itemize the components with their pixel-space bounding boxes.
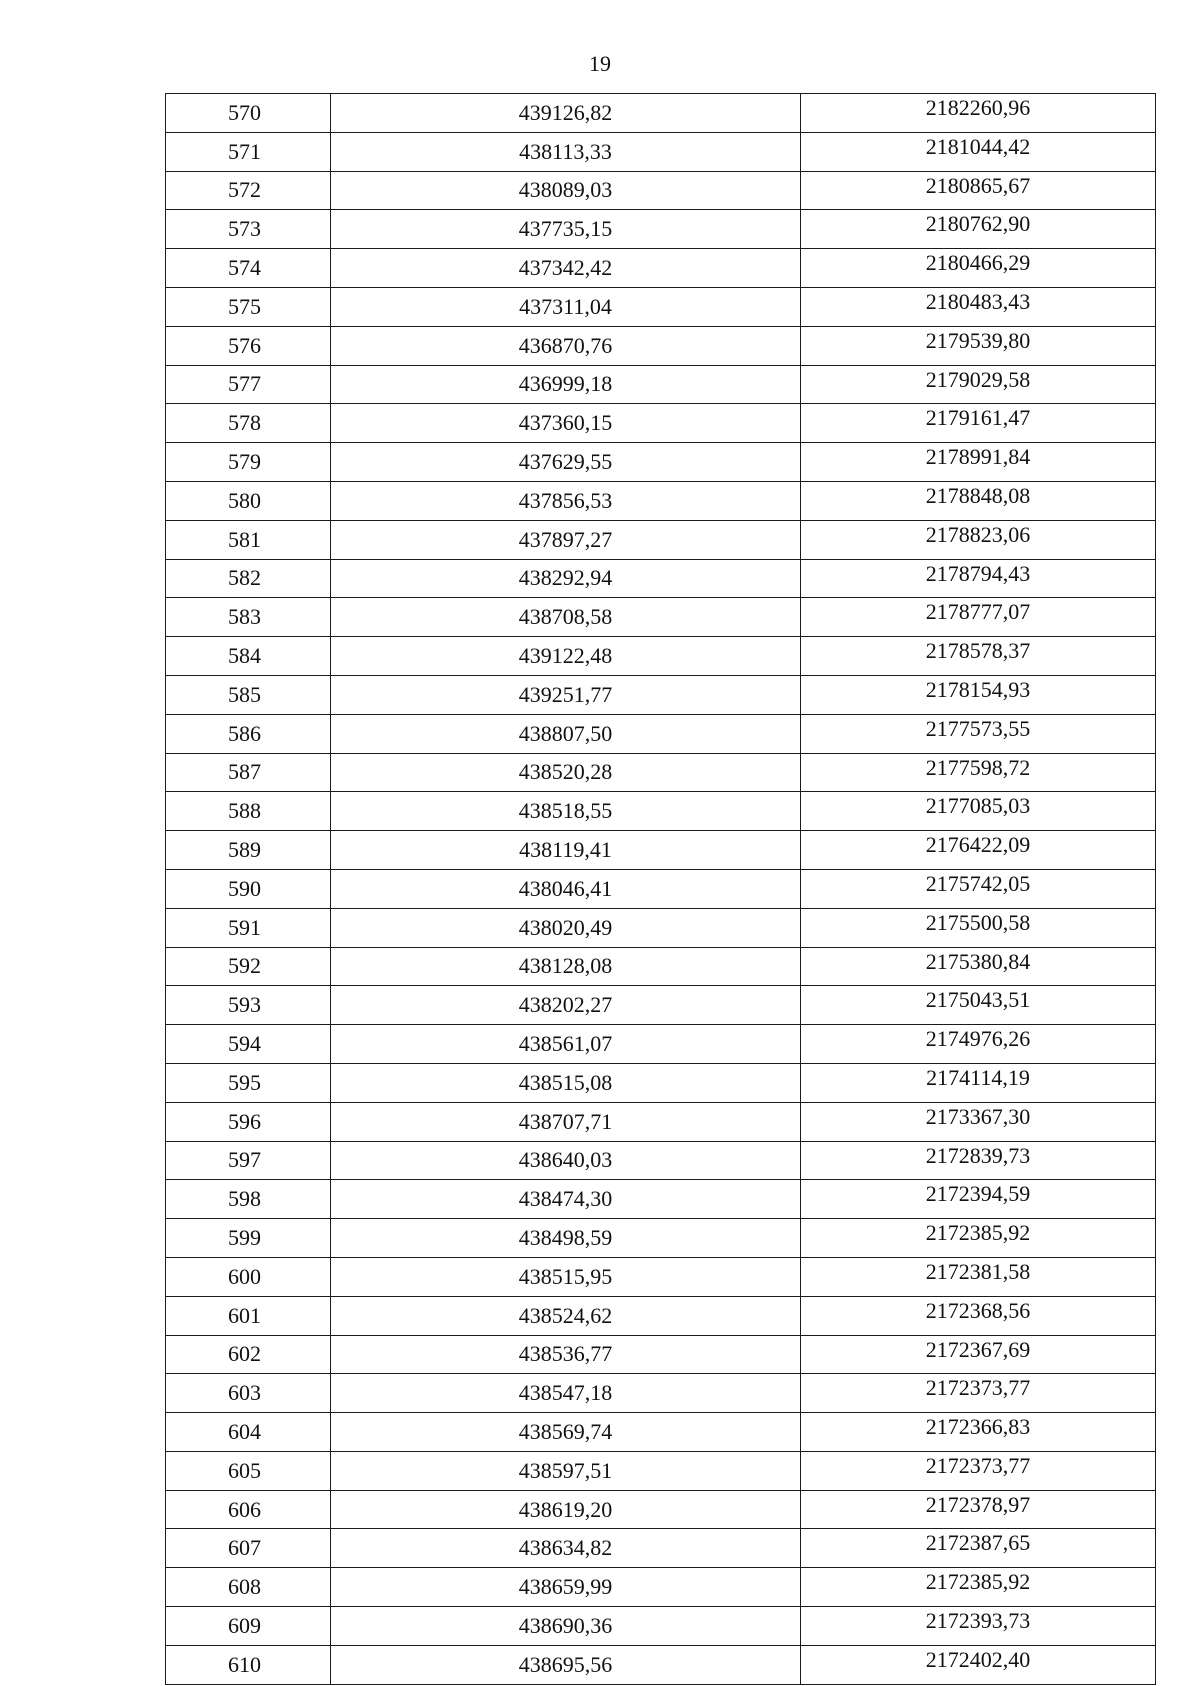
y-coordinate-cell: 2177573,55	[801, 714, 1156, 753]
point-number-cell: 583	[166, 598, 331, 637]
x-coordinate-cell: 439126,82	[331, 94, 801, 133]
point-number-cell: 588	[166, 792, 331, 831]
x-coordinate-cell: 438536,77	[331, 1335, 801, 1374]
x-coordinate-cell: 438202,27	[331, 986, 801, 1025]
y-coordinate-cell: 2172381,58	[801, 1257, 1156, 1296]
table-row	[166, 753, 1156, 792]
x-coordinate-cell: 437735,15	[331, 210, 801, 249]
x-coordinate-cell: 438046,41	[331, 869, 801, 908]
table-row	[166, 249, 1156, 288]
point-number-cell: 593	[166, 986, 331, 1025]
y-coordinate-cell: 2178154,93	[801, 675, 1156, 714]
table-row	[166, 908, 1156, 947]
x-coordinate-cell: 438561,07	[331, 1025, 801, 1064]
table-row	[166, 326, 1156, 365]
y-coordinate-cell: 2178823,06	[801, 520, 1156, 559]
point-number-cell: 584	[166, 637, 331, 676]
table-row	[166, 559, 1156, 598]
table-row	[166, 986, 1156, 1025]
table-row	[166, 365, 1156, 404]
coordinates-table-body	[166, 94, 1156, 1685]
x-coordinate-cell: 437629,55	[331, 443, 801, 482]
y-coordinate-cell: 2172402,40	[801, 1645, 1156, 1684]
y-coordinate-cell: 2175742,05	[801, 869, 1156, 908]
point-number-cell: 570	[166, 94, 331, 133]
table-row	[166, 831, 1156, 870]
point-number-cell: 600	[166, 1257, 331, 1296]
table-row	[166, 714, 1156, 753]
table-row	[166, 94, 1156, 133]
y-coordinate-cell: 2182260,96	[801, 94, 1156, 133]
point-number-cell: 590	[166, 869, 331, 908]
table-row	[166, 1374, 1156, 1413]
x-coordinate-cell: 438292,94	[331, 559, 801, 598]
point-number-cell: 598	[166, 1180, 331, 1219]
table-row	[166, 598, 1156, 637]
point-number-cell: 589	[166, 831, 331, 870]
y-coordinate-cell: 2178777,07	[801, 598, 1156, 637]
y-coordinate-cell: 2180762,90	[801, 210, 1156, 249]
y-coordinate-cell: 2174976,26	[801, 1025, 1156, 1064]
table-row	[166, 1568, 1156, 1607]
point-number-cell: 573	[166, 210, 331, 249]
point-number-cell: 591	[166, 908, 331, 947]
y-coordinate-cell: 2172394,59	[801, 1180, 1156, 1219]
point-number-cell: 580	[166, 481, 331, 520]
table-row	[166, 287, 1156, 326]
table-row	[166, 1141, 1156, 1180]
page-number: 19	[589, 51, 611, 76]
point-number-cell: 574	[166, 249, 331, 288]
y-coordinate-cell: 2180483,43	[801, 287, 1156, 326]
y-coordinate-cell: 2172366,83	[801, 1413, 1156, 1452]
y-coordinate-cell: 2180466,29	[801, 249, 1156, 288]
y-coordinate-cell: 2172378,97	[801, 1490, 1156, 1529]
point-number-cell: 572	[166, 171, 331, 210]
table-row	[166, 1413, 1156, 1452]
x-coordinate-cell: 437360,15	[331, 404, 801, 443]
y-coordinate-cell: 2172367,69	[801, 1335, 1156, 1374]
point-number-cell: 578	[166, 404, 331, 443]
point-number-cell: 585	[166, 675, 331, 714]
table-row	[166, 1180, 1156, 1219]
table-row	[166, 1607, 1156, 1646]
x-coordinate-cell: 438708,58	[331, 598, 801, 637]
y-coordinate-cell: 2179161,47	[801, 404, 1156, 443]
y-coordinate-cell: 2179029,58	[801, 365, 1156, 404]
y-coordinate-cell: 2177598,72	[801, 753, 1156, 792]
table-row	[166, 1335, 1156, 1374]
point-number-cell: 587	[166, 753, 331, 792]
x-coordinate-cell: 438569,74	[331, 1413, 801, 1452]
table-row	[166, 1025, 1156, 1064]
table-row	[166, 404, 1156, 443]
y-coordinate-cell: 2174114,19	[801, 1063, 1156, 1102]
table-row	[166, 1257, 1156, 1296]
point-number-cell: 576	[166, 326, 331, 365]
x-coordinate-cell: 438515,08	[331, 1063, 801, 1102]
point-number-cell: 575	[166, 287, 331, 326]
point-number-cell: 581	[166, 520, 331, 559]
point-number-cell: 601	[166, 1296, 331, 1335]
point-number-cell: 605	[166, 1451, 331, 1490]
y-coordinate-cell: 2172385,92	[801, 1568, 1156, 1607]
table-row	[166, 792, 1156, 831]
x-coordinate-cell: 437342,42	[331, 249, 801, 288]
table-row	[166, 481, 1156, 520]
x-coordinate-cell: 438619,20	[331, 1490, 801, 1529]
point-number-cell: 592	[166, 947, 331, 986]
point-number-cell: 596	[166, 1102, 331, 1141]
table-row	[166, 1063, 1156, 1102]
y-coordinate-cell: 2172393,73	[801, 1607, 1156, 1646]
x-coordinate-cell: 436999,18	[331, 365, 801, 404]
x-coordinate-cell: 438515,95	[331, 1257, 801, 1296]
x-coordinate-cell: 438547,18	[331, 1374, 801, 1413]
table-row	[166, 210, 1156, 249]
x-coordinate-cell: 437856,53	[331, 481, 801, 520]
point-number-cell: 577	[166, 365, 331, 404]
point-number-cell: 608	[166, 1568, 331, 1607]
point-number-cell: 610	[166, 1645, 331, 1684]
y-coordinate-cell: 2177085,03	[801, 792, 1156, 831]
x-coordinate-cell: 438119,41	[331, 831, 801, 870]
point-number-cell: 599	[166, 1219, 331, 1258]
x-coordinate-cell: 438128,08	[331, 947, 801, 986]
point-number-cell: 607	[166, 1529, 331, 1568]
point-number-cell: 603	[166, 1374, 331, 1413]
x-coordinate-cell: 438524,62	[331, 1296, 801, 1335]
table-row	[166, 520, 1156, 559]
x-coordinate-cell: 438640,03	[331, 1141, 801, 1180]
y-coordinate-cell: 2175043,51	[801, 986, 1156, 1025]
point-number-cell: 595	[166, 1063, 331, 1102]
table-row	[166, 637, 1156, 676]
table-row	[166, 869, 1156, 908]
y-coordinate-cell: 2178578,37	[801, 637, 1156, 676]
table-row	[166, 1451, 1156, 1490]
point-number-cell: 571	[166, 132, 331, 171]
x-coordinate-cell: 438707,71	[331, 1102, 801, 1141]
point-number-cell: 609	[166, 1607, 331, 1646]
y-coordinate-cell: 2172387,65	[801, 1529, 1156, 1568]
coordinates-table	[165, 93, 1156, 1685]
y-coordinate-cell: 2172368,56	[801, 1296, 1156, 1335]
point-number-cell: 606	[166, 1490, 331, 1529]
x-coordinate-cell: 438695,56	[331, 1645, 801, 1684]
table-row	[166, 675, 1156, 714]
x-coordinate-cell: 436870,76	[331, 326, 801, 365]
y-coordinate-cell: 2178794,43	[801, 559, 1156, 598]
y-coordinate-cell: 2173367,30	[801, 1102, 1156, 1141]
table-row	[166, 1219, 1156, 1258]
y-coordinate-cell: 2178991,84	[801, 443, 1156, 482]
y-coordinate-cell: 2172373,77	[801, 1374, 1156, 1413]
x-coordinate-cell: 439251,77	[331, 675, 801, 714]
point-number-cell: 586	[166, 714, 331, 753]
point-number-cell: 582	[166, 559, 331, 598]
table-row	[166, 1529, 1156, 1568]
x-coordinate-cell: 439122,48	[331, 637, 801, 676]
x-coordinate-cell: 438498,59	[331, 1219, 801, 1258]
point-number-cell: 597	[166, 1141, 331, 1180]
point-number-cell: 602	[166, 1335, 331, 1374]
x-coordinate-cell: 438113,33	[331, 132, 801, 171]
x-coordinate-cell: 437897,27	[331, 520, 801, 559]
x-coordinate-cell: 438659,99	[331, 1568, 801, 1607]
y-coordinate-cell: 2179539,80	[801, 326, 1156, 365]
point-number-cell: 604	[166, 1413, 331, 1452]
x-coordinate-cell: 438597,51	[331, 1451, 801, 1490]
table-row	[166, 947, 1156, 986]
table-row	[166, 1645, 1156, 1684]
y-coordinate-cell: 2176422,09	[801, 831, 1156, 870]
table-row	[166, 1102, 1156, 1141]
point-number-cell: 579	[166, 443, 331, 482]
y-coordinate-cell: 2172385,92	[801, 1219, 1156, 1258]
table-row	[166, 1490, 1156, 1529]
y-coordinate-cell: 2172373,77	[801, 1451, 1156, 1490]
x-coordinate-cell: 438020,49	[331, 908, 801, 947]
y-coordinate-cell: 2175500,58	[801, 908, 1156, 947]
y-coordinate-cell: 2175380,84	[801, 947, 1156, 986]
x-coordinate-cell: 438807,50	[331, 714, 801, 753]
table-row	[166, 171, 1156, 210]
x-coordinate-cell: 437311,04	[331, 287, 801, 326]
x-coordinate-cell: 438474,30	[331, 1180, 801, 1219]
y-coordinate-cell: 2172839,73	[801, 1141, 1156, 1180]
x-coordinate-cell: 438520,28	[331, 753, 801, 792]
x-coordinate-cell: 438518,55	[331, 792, 801, 831]
x-coordinate-cell: 438089,03	[331, 171, 801, 210]
table-row	[166, 443, 1156, 482]
x-coordinate-cell: 438634,82	[331, 1529, 801, 1568]
y-coordinate-cell: 2178848,08	[801, 481, 1156, 520]
table-row	[166, 1296, 1156, 1335]
x-coordinate-cell: 438690,36	[331, 1607, 801, 1646]
y-coordinate-cell: 2180865,67	[801, 171, 1156, 210]
point-number-cell: 594	[166, 1025, 331, 1064]
table-row	[166, 132, 1156, 171]
y-coordinate-cell: 2181044,42	[801, 132, 1156, 171]
